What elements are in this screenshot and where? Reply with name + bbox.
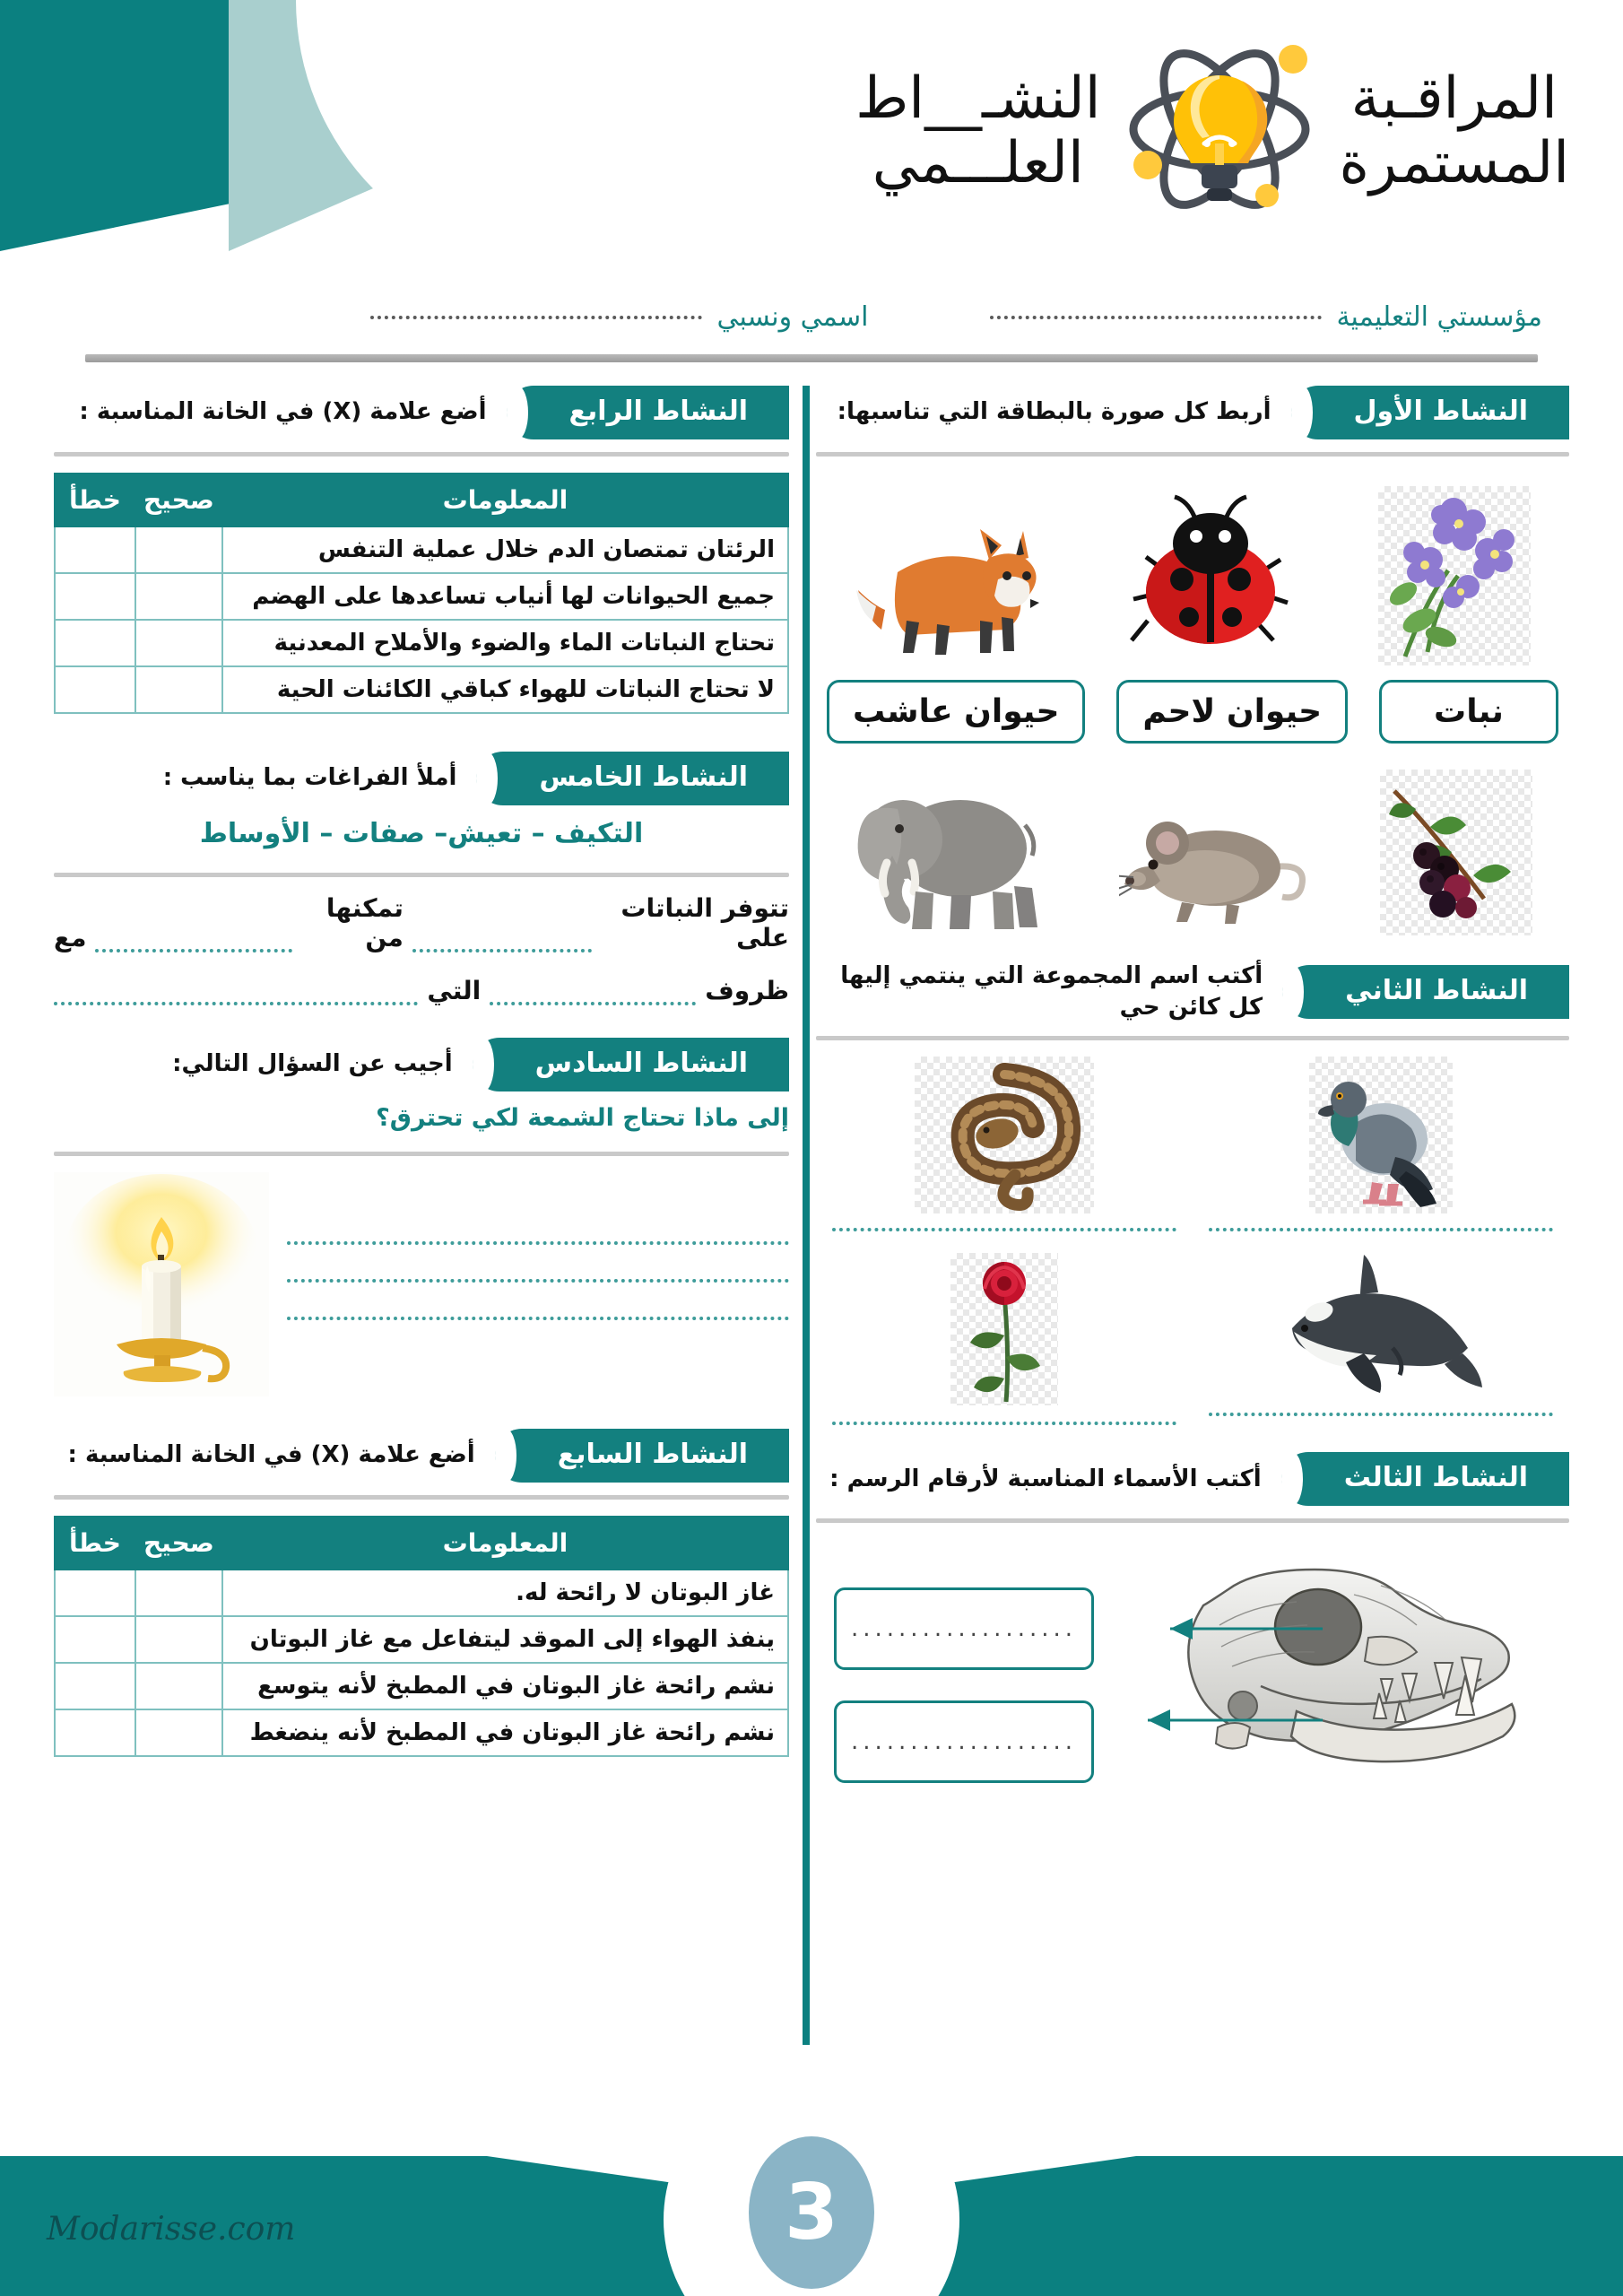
false-cell[interactable] (55, 1709, 135, 1756)
true-cell[interactable] (135, 573, 222, 620)
subject-title (855, 67, 1100, 196)
a5-blank-4[interactable] (54, 1000, 418, 1005)
table-row (55, 620, 788, 666)
activity-1 (816, 386, 1569, 935)
activity-6-pill (473, 1038, 789, 1091)
activity-2-cell-snake (816, 1057, 1193, 1231)
col-false: خطأ (55, 474, 135, 526)
activity-4-rule (54, 452, 789, 457)
table-row (55, 1663, 788, 1709)
activity-6-answer-lines (287, 1239, 789, 1329)
activity-4-pill (507, 386, 789, 439)
activity-3-instruction: أكتب الأسماء المناسبة لأرقام الرسم : (829, 1465, 1262, 1492)
statement: تحتاج النباتات الماء والضوء والأملاح المعدنية (222, 620, 788, 666)
page-number-badge: 3 (749, 2136, 874, 2289)
false-cell[interactable] (55, 1663, 135, 1709)
activity-5-header (54, 752, 789, 805)
name-label: اسمي ونسبي (716, 300, 869, 333)
false-cell[interactable] (55, 1616, 135, 1663)
activity-1-pill-label: النشاط الأول (1353, 396, 1528, 427)
activity-6-question: إلى ماذا تحتاج الشمعة لكي تحترق؟ (376, 1104, 789, 1132)
activity-6 (54, 1038, 789, 1396)
activity-5-pill (476, 752, 789, 805)
activity-7-rule (54, 1495, 789, 1500)
card-herbivore[interactable]: حيوان عاشب (827, 680, 1085, 744)
activity-2-answer-orca[interactable] (1209, 1411, 1553, 1416)
activity-1-instruction: أربط كل صورة بالبطاقة التي تناسبها: (837, 398, 1271, 426)
pill-notch (495, 1429, 516, 1483)
page-footer (0, 2081, 1623, 2296)
subject-title-line1: النشـ__اط (855, 65, 1101, 133)
activity-5-sentence-1 (54, 893, 789, 952)
activity-3-pill-label: النشاط الثالث (1343, 1462, 1528, 1494)
pill-notch (473, 1038, 494, 1091)
statement: نشم رائحة غاز البوتان في المطبخ لأنه يتوسع (222, 1663, 788, 1709)
activity-7-table (54, 1516, 789, 1757)
activity-3-header (816, 1452, 1569, 1506)
card-carnivore[interactable]: حيوان لاحم (1116, 680, 1348, 744)
activity-7-header (54, 1429, 789, 1483)
activity-1-images-top (816, 473, 1569, 665)
table-header-row (55, 1517, 788, 1570)
blackberry-branch-image[interactable] (1380, 770, 1532, 935)
activity-2-cell-orca (1193, 1231, 1569, 1425)
activity-1-header (816, 386, 1569, 439)
elephant-image[interactable] (853, 770, 1046, 935)
true-cell[interactable] (135, 1616, 222, 1663)
activity-4 (54, 386, 789, 714)
a5-s2-p1: ظروف (705, 976, 789, 1005)
table-row (55, 1709, 788, 1756)
atom-lightbulb-icon (1116, 29, 1323, 235)
true-cell[interactable] (135, 620, 222, 666)
false-cell[interactable] (55, 620, 135, 666)
card-plant[interactable]: نبات (1379, 680, 1558, 744)
true-cell[interactable] (135, 666, 222, 713)
activity-5-pill-label: النشاط الخامس (539, 761, 748, 793)
activity-4-instruction: أضع علامة (X) في الخانة المناسبة : (79, 398, 487, 426)
activity-7-pill-label: النشاط السابع (557, 1439, 748, 1470)
activity-5 (54, 752, 789, 1005)
fox-image[interactable] (855, 486, 1043, 665)
col-true: صحيح (135, 1517, 222, 1570)
false-cell[interactable] (55, 573, 135, 620)
pill-notch (507, 386, 528, 439)
col-true: صحيح (135, 474, 222, 526)
activity-3-answer-box-1[interactable]: ................... (834, 1587, 1094, 1670)
exam-title (1339, 67, 1569, 196)
activity-2-cell-rose (816, 1231, 1193, 1425)
col-info: المعلومات (222, 474, 788, 526)
activity-2-pill (1282, 965, 1569, 1019)
a5-blank-2[interactable] (95, 947, 292, 952)
activity-3-pill (1281, 1452, 1569, 1506)
activity-7 (54, 1429, 789, 1757)
table-header-row (55, 474, 788, 526)
activity-2-answer-rose[interactable] (832, 1420, 1176, 1425)
site-watermark: Modarisse.com (47, 2211, 296, 2248)
activity-5-sentence-2 (54, 976, 789, 1005)
pill-notch (1281, 1452, 1303, 1506)
header-divider (85, 354, 1538, 362)
activity-6-body (54, 1172, 789, 1396)
a5-s2-p2: التي (427, 976, 482, 1005)
col-false: خطأ (55, 1517, 135, 1570)
activity-2-rule (816, 1036, 1569, 1040)
activity-6-rule (54, 1152, 789, 1156)
school-label: مؤسستي التعليمية (1336, 300, 1542, 333)
left-column (54, 386, 789, 1757)
false-cell[interactable] (55, 526, 135, 573)
lit-candle-image (54, 1172, 269, 1396)
mouse-image[interactable] (1119, 770, 1307, 935)
activity-6-instruction: أجيب عن السؤال التالي: (172, 1050, 453, 1078)
activity-2 (816, 961, 1569, 1425)
true-cell[interactable] (135, 526, 222, 573)
activity-3 (816, 1452, 1569, 1808)
activity-2-cell-pigeon (1193, 1057, 1569, 1231)
activity-1-images-bottom (816, 756, 1569, 935)
pigeon-image[interactable] (1309, 1057, 1453, 1213)
ladybug-image[interactable] (1121, 486, 1300, 665)
activity-7-pill (495, 1429, 789, 1483)
right-column (816, 386, 1569, 1808)
activity-6-answer-line-2[interactable] (287, 1277, 789, 1283)
orca-image[interactable] (1278, 1253, 1484, 1396)
a5-blank-1[interactable] (412, 947, 592, 952)
page-header (0, 0, 1623, 260)
activity-5-instruction: أملأ الفراغات بما يناسب : (162, 764, 457, 792)
a5-s1-p3: مع (54, 923, 87, 952)
activity-5-rule (54, 873, 789, 877)
statement: غاز البوتان لا رائحة له. (222, 1570, 788, 1616)
activity-4-header (54, 386, 789, 439)
statement: ينفذ الهواء إلى الموقد ليتفاعل مع غاز البوتان (222, 1616, 788, 1663)
false-cell[interactable] (55, 666, 135, 713)
activity-3-answer-box-2[interactable]: ................... (834, 1700, 1094, 1783)
snake-image[interactable] (915, 1057, 1094, 1213)
pill-notch (476, 752, 498, 805)
true-cell[interactable] (135, 1663, 222, 1709)
name-input[interactable] (370, 314, 702, 319)
activity-5-word-bank: التكيف – تعيش– صفات – الأوساط (199, 818, 644, 849)
statement: جميع الحيوانات لها أنياب تساعدها على الهضم (222, 573, 788, 620)
table-row (55, 1570, 788, 1616)
activity-4-table (54, 473, 789, 714)
activity-7-instruction: أضع علامة (X) في الخانة المناسبة : (67, 1441, 475, 1469)
violet-flowers-image[interactable] (1378, 486, 1531, 665)
activity-6-answer-line-1[interactable] (287, 1239, 789, 1245)
header-title-group (511, 20, 1569, 244)
exam-title-line2: المستمرة (1339, 130, 1569, 196)
activity-3-diagram-area (816, 1539, 1569, 1808)
col-info: المعلومات (222, 1517, 788, 1570)
table-row (55, 666, 788, 713)
school-input[interactable] (990, 314, 1322, 319)
activity-2-instruction-line2: كل كائن حي (1119, 994, 1263, 1022)
column-divider (803, 386, 810, 2045)
activity-2-instruction-line1: أكتب اسم المجموعة التي ينتمي إليها (840, 962, 1263, 989)
table-row (55, 573, 788, 620)
activity-2-pill-label: النشاط الثاني (1345, 975, 1528, 1007)
statement: الرئتان تمتصان الدم خلال عملية التنفس (222, 526, 788, 573)
activity-1-pill (1291, 386, 1570, 439)
student-info-row (0, 285, 1623, 348)
activity-2-header (816, 961, 1569, 1023)
statement: نشم رائحة غاز البوتان في المطبخ لأنه ينضغط (222, 1709, 788, 1756)
table-row (55, 526, 788, 573)
pill-notch (1291, 386, 1313, 439)
statement: لا تحتاج النباتات للهواء كباقي الكائنات الحية (222, 666, 788, 713)
activity-3-rule (816, 1518, 1569, 1523)
subject-title-line2: العلـــمي (872, 130, 1084, 196)
activity-2-grid (816, 1057, 1569, 1425)
exam-title-line1: المراقـبة (1350, 65, 1558, 133)
rose-image[interactable] (950, 1253, 1058, 1405)
false-cell[interactable] (55, 1570, 135, 1616)
activity-2-instruction (840, 961, 1263, 1023)
activity-4-pill-label: النشاط الرابع (568, 396, 748, 427)
true-cell[interactable] (135, 1709, 222, 1756)
activity-6-header (54, 1038, 789, 1091)
activity-6-pill-label: النشاط السادس (534, 1048, 748, 1079)
activity-6-answer-line-3[interactable] (287, 1315, 789, 1320)
table-row (55, 1616, 788, 1663)
true-cell[interactable] (135, 1570, 222, 1616)
activity-1-rule (816, 452, 1569, 457)
category-cards (827, 680, 1558, 744)
a5-blank-3[interactable] (490, 1000, 696, 1005)
a5-s1-p2: تمكنها من (325, 893, 404, 952)
a5-s1-p1: تتوفر النباتات على (621, 893, 789, 952)
pill-notch (1282, 965, 1304, 1019)
